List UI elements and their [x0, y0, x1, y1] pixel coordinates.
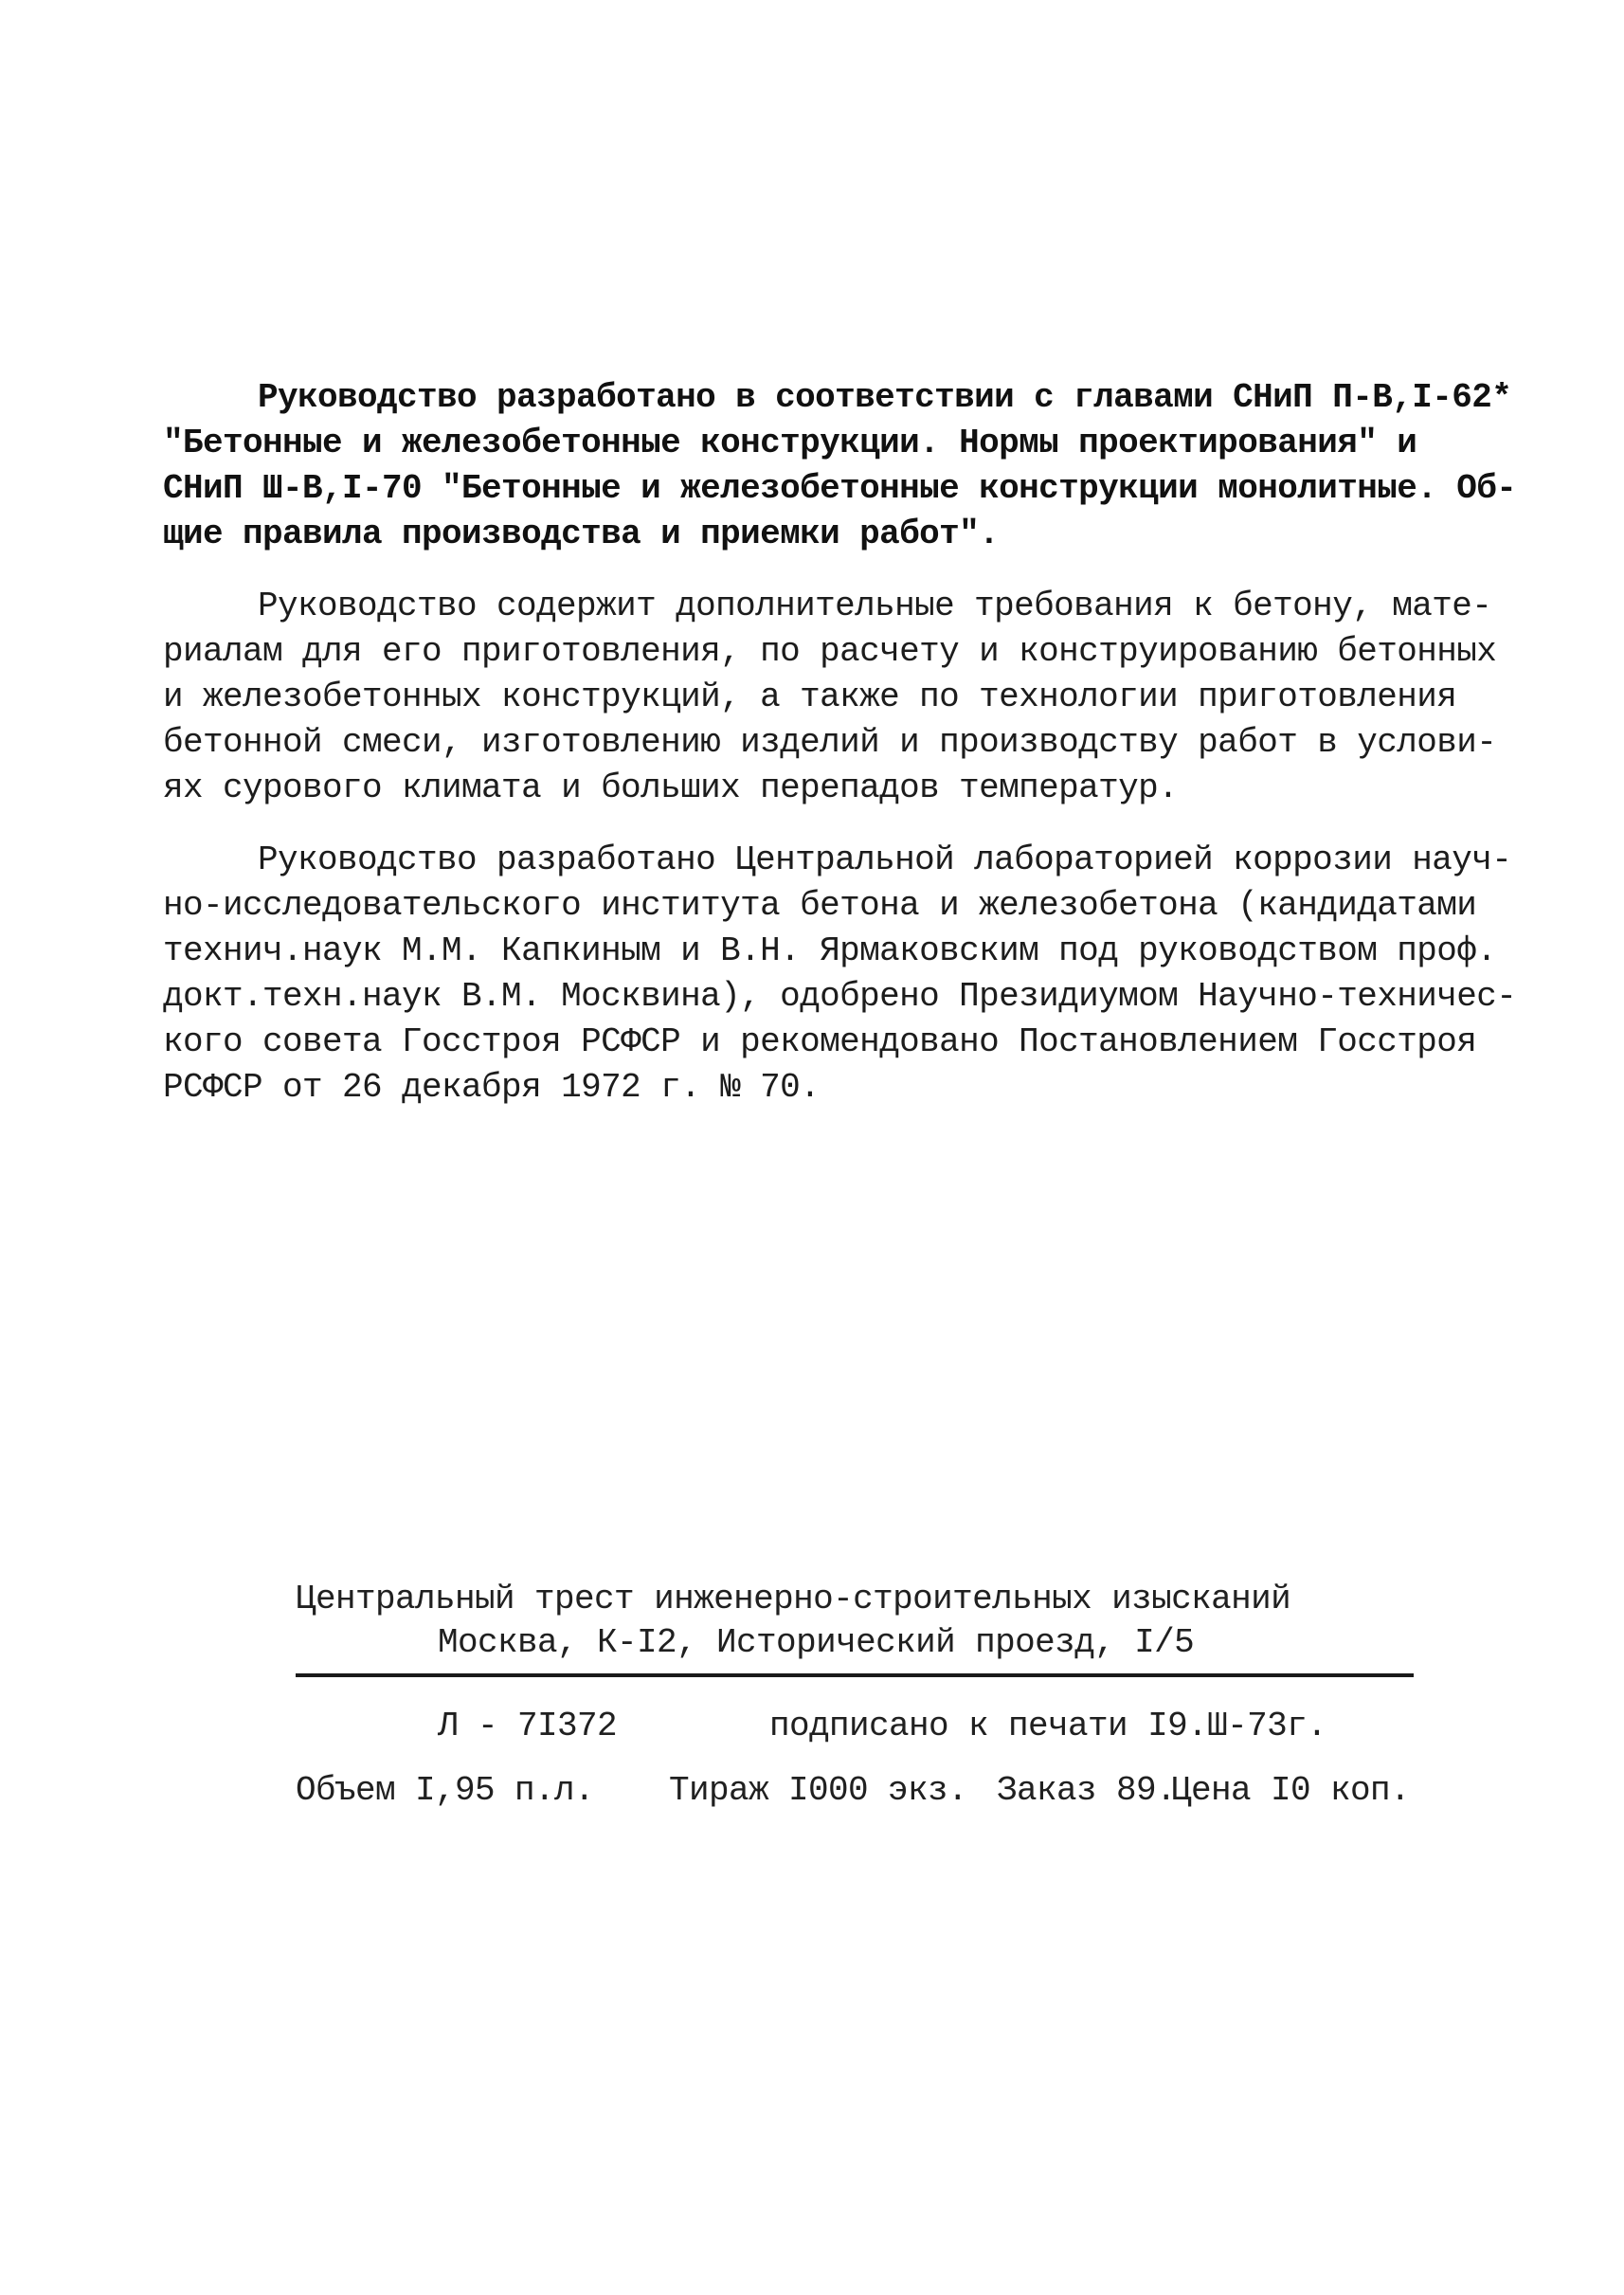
volume: Объем I,95 п.л. [296, 1771, 595, 1810]
publisher-address: Москва, К-I2, Исторический проезд, I/5 [438, 1623, 1195, 1662]
price: Цена I0 коп. [1171, 1771, 1411, 1810]
paragraph-2-line-2: риалам для его приготовления, по расчету и конструированию бетонных [163, 632, 1497, 671]
order-code: Л - 7I372 [438, 1707, 618, 1745]
paragraph-3-line-6: РСФСР от 26 декабря 1972 г. № 70. [163, 1068, 821, 1107]
paragraph-2-line-5: ях сурового климата и больших перепадов температур. [163, 768, 1179, 807]
signed-to-print: подписано к печати I9.Ш-73г. [769, 1707, 1327, 1745]
imprint-divider [296, 1673, 1414, 1677]
paragraph-1-line-4: щие правила производства и приемки работ". [163, 515, 1000, 553]
publisher-name: Центральный трест инженерно-строительных изысканий [296, 1580, 1291, 1618]
order-number: Заказ 89. [997, 1771, 1177, 1810]
paragraph-3-line-4: докт.техн.наук В.М. Москвина), одобрено Президиумом Научно-техничес- [163, 977, 1517, 1016]
paragraph-2-line-1: Руководство содержит дополнительные требования к бетону, мате- [258, 587, 1492, 625]
paragraph-2-line-4: бетонной смеси, изготовлению изделий и производству работ в услови- [163, 723, 1497, 762]
paragraph-1-line-3: СНиП Ш-В,I-70 "Бетонные и железобетонные конструкции монолитные. Об- [163, 469, 1517, 508]
paragraph-3-line-5: кого совета Госстроя РСФСР и рекомендовано Постановлением Госстроя [163, 1022, 1477, 1061]
paragraph-1-line-1: Руководство разработано в соответствии с главами СНиП П-В,I-62* [258, 378, 1512, 417]
paragraph-2-line-3: и железобетонных конструкций, а также по технологии приготовления [163, 678, 1457, 716]
circulation: Тираж I000 экз. [669, 1771, 968, 1810]
paragraph-1-line-2: "Бетонные и железобетонные конструкции. Нормы проектирования" и [163, 424, 1417, 462]
paragraph-3-line-1: Руководство разработано Центральной лабораторией коррозии науч- [258, 840, 1512, 879]
paragraph-3-line-3: технич.наук М.М. Капкиным и В.Н. Ярмаковским под руководством проф. [163, 931, 1497, 970]
paragraph-3-line-2: но-исследовательского института бетона и железобетона (кандидатами [163, 886, 1477, 925]
